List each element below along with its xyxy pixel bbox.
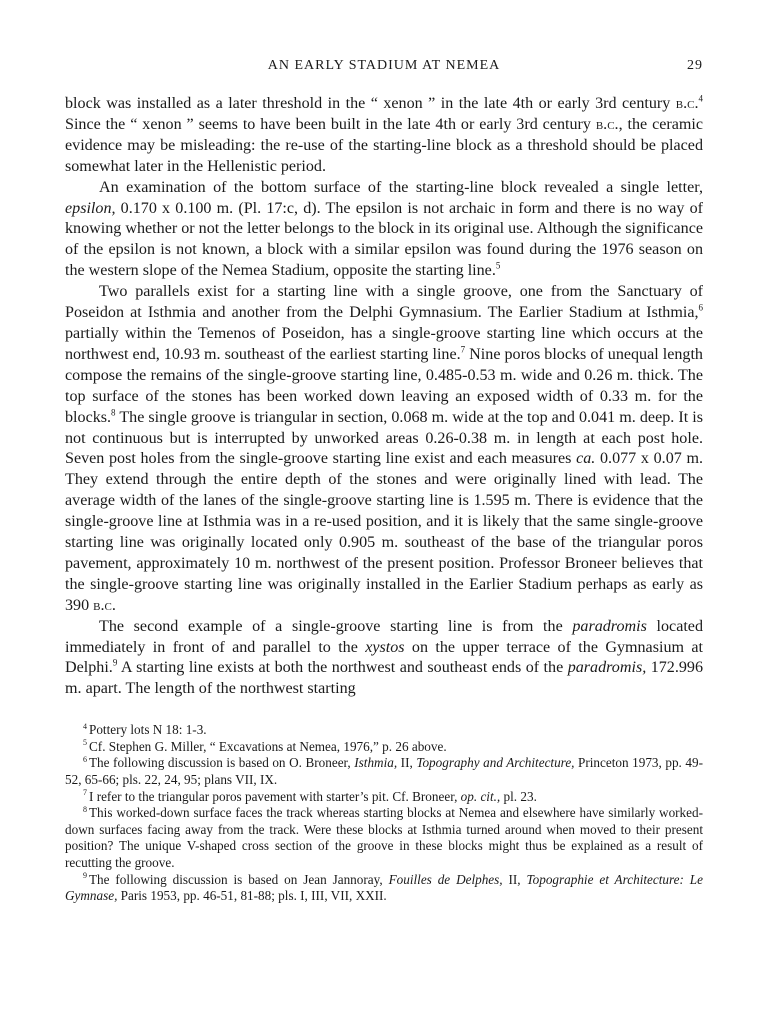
footnote-ref: 8: [111, 407, 116, 418]
footnote-text: Pottery lots N 18: 1-3.: [89, 722, 207, 738]
text-run: , the ceramic evidence may be misleading: the re-use of the starting-line block as a threshold should be placed somewhat later in the Hellenistic period.: [65, 115, 704, 175]
page-number: 29: [687, 58, 703, 73]
footnote-text: Princeton 1973, pp. 49-52, 65-66; pls. 22, 24, 95; plans VII, IX.: [65, 755, 703, 788]
footnote-text: Paris 1953, pp. 46-51, 81-88; pls. I, III, VII, XXII.: [117, 888, 387, 904]
footnote-5: [65, 739, 703, 756]
footnote-text: pl. 23.: [500, 788, 537, 804]
text-run: 172.996 m. apart. The length of the northwest starting: [65, 659, 703, 698]
italic-title: Topography and Architecture,: [416, 755, 575, 771]
era-abbrev: b.c.: [93, 596, 116, 614]
running-head: [65, 58, 703, 80]
footnote-text: I refer to the triangular poros pavement with starter’s pit. Cf. Broneer,: [89, 788, 461, 804]
text-run: 0.077 x 0.07 m. They extend through the entire depth of the stones and were originally lined with lead. The average width of the lanes of the single-groove starting line is 1.595 m. There is evidence that the single-groove line at Isthmia was in a re-used position, and it is likely that the same single-groove starting line was originally located only 0.905 m. southeast of the base of the triangular poros pavement, approximately 10 m. northwest of the present position. Professor Broneer believes that the single-groove starting line was originally installed in the Earlier Stadium perhaps as early as 390: [65, 450, 704, 614]
text-run: block was installed as a later threshold in the “ xenon ” in the late 4th or early 3rd century: [65, 95, 676, 112]
footnote-ref: 5: [495, 260, 501, 271]
footnote-number: 9: [83, 871, 87, 881]
era-abbrev: b.c.: [595, 115, 619, 133]
footnote-6: [65, 755, 703, 788]
text-run: partially within the Temenos of Poseidon, has a single-groove starting line which occurs at the northwest end, 10.93 m. southeast of the earliest starting line.: [65, 324, 703, 363]
footnote-number: 6: [83, 755, 87, 765]
footnotes: [65, 722, 703, 905]
footnote-number: 7: [83, 788, 87, 798]
footnote-ref: 6: [698, 302, 703, 313]
footnote-text: Cf. Stephen G. Miller, “ Excavations at Nemea, 1976,” p. 26 above.: [89, 738, 447, 754]
footnote-ref: 4: [698, 93, 703, 104]
footnote-4: [65, 722, 703, 739]
paragraph-1: [65, 94, 703, 178]
text-run: Nine poros blocks of unequal length compose the remains of the single-groove starting line, 0.485-0.53 m. wide and 0.26 m. thick. The top surface of the stones has been worked down leaving an exposed width of 0.33 m. for the blocks.: [65, 345, 703, 426]
footnote-ref: 7: [460, 344, 466, 355]
italic-term: xystos: [365, 638, 405, 656]
footnote-text: II,: [502, 871, 527, 887]
italic-title: Topographie et Architecture: Le Gymnase,: [65, 871, 703, 904]
footnote-ref: 9: [112, 658, 118, 669]
italic-term: ca.: [576, 450, 596, 468]
text-run: 0.170 x 0.100 m. (Pl. 17:c, d). The epsilon is not archaic in form and there is no way of knowing whether or not the letter belongs to the block in its original use. Although the significance of the epsilon is not known, a block with a similar epsilon was found during the 1976 season on the western slope of the Nemea Stadium, opposite the starting line.: [65, 199, 703, 280]
italic-term: paradromis,: [567, 659, 647, 677]
text-run: Two parallels exist for a starting line with a single groove, one from the Sanctuary of Poseidon at Isthmia and another from the Delphi Gymnasium. The Earlier Stadium at Isthmia,: [65, 283, 703, 322]
text-run: The second example of a single-groove starting line is from the: [99, 617, 573, 635]
body-text: [65, 94, 703, 700]
paragraph-3: [65, 282, 703, 617]
italic-term: epsilon,: [65, 199, 116, 217]
footnote-text: This worked-down surface faces the track whereas starting blocks at Nemea and elsewhere have similarly worked-down surfaces facing away from the track. Were these blocks at Isthmia turned around when moved to their present position? The unique V-shaped cross section of the groove in these blocks might thus be explained as a result of recutting the groove.: [65, 805, 703, 871]
italic-title: op. cit.,: [460, 788, 501, 804]
paragraph-4: [65, 617, 703, 701]
italic-title: Fouilles de Delphes,: [388, 871, 503, 887]
footnote-9: [65, 872, 703, 905]
paragraph-2: [65, 178, 703, 283]
text-run: on the upper terrace of the Gymnasium at Delphi.: [65, 638, 703, 677]
italic-title: Isthmia,: [354, 755, 398, 771]
text-run: Since the “ xenon ” seems to have been built in the late 4th or early 3rd century: [65, 115, 596, 133]
text-run: The single groove is triangular in section, 0.068 m. wide at the top and 0.041 m. deep. It is not continuous but is interrupted by unworked areas 0.26-0.38 m. in length at each post hole. Seven post holes from the single-groove starting line exist and each measures: [65, 408, 703, 468]
text-run: An examination of the bottom surface of the starting-line block revealed a single letter,: [99, 178, 703, 196]
era-abbrev: b.c.: [675, 95, 699, 112]
footnote-number: 5: [83, 738, 87, 748]
text-run: located immediately in front of and parallel to the: [65, 617, 703, 656]
footnote-8: [65, 805, 703, 871]
footnote-number: 4: [83, 721, 87, 731]
text-run: A starting line exists at both the northwest and southeast ends of the: [117, 659, 568, 677]
footnote-7: [65, 789, 703, 806]
italic-term: paradromis: [572, 617, 647, 635]
footnote-text: The following discussion is based on Jean Jannoray,: [89, 871, 389, 887]
footnote-number: 8: [83, 804, 87, 814]
running-title: AN EARLY STADIUM AT NEMEA: [267, 58, 501, 73]
footnote-text: II,: [397, 755, 417, 771]
footnote-text: The following discussion is based on O. Broneer,: [89, 755, 355, 771]
page: [65, 58, 703, 905]
